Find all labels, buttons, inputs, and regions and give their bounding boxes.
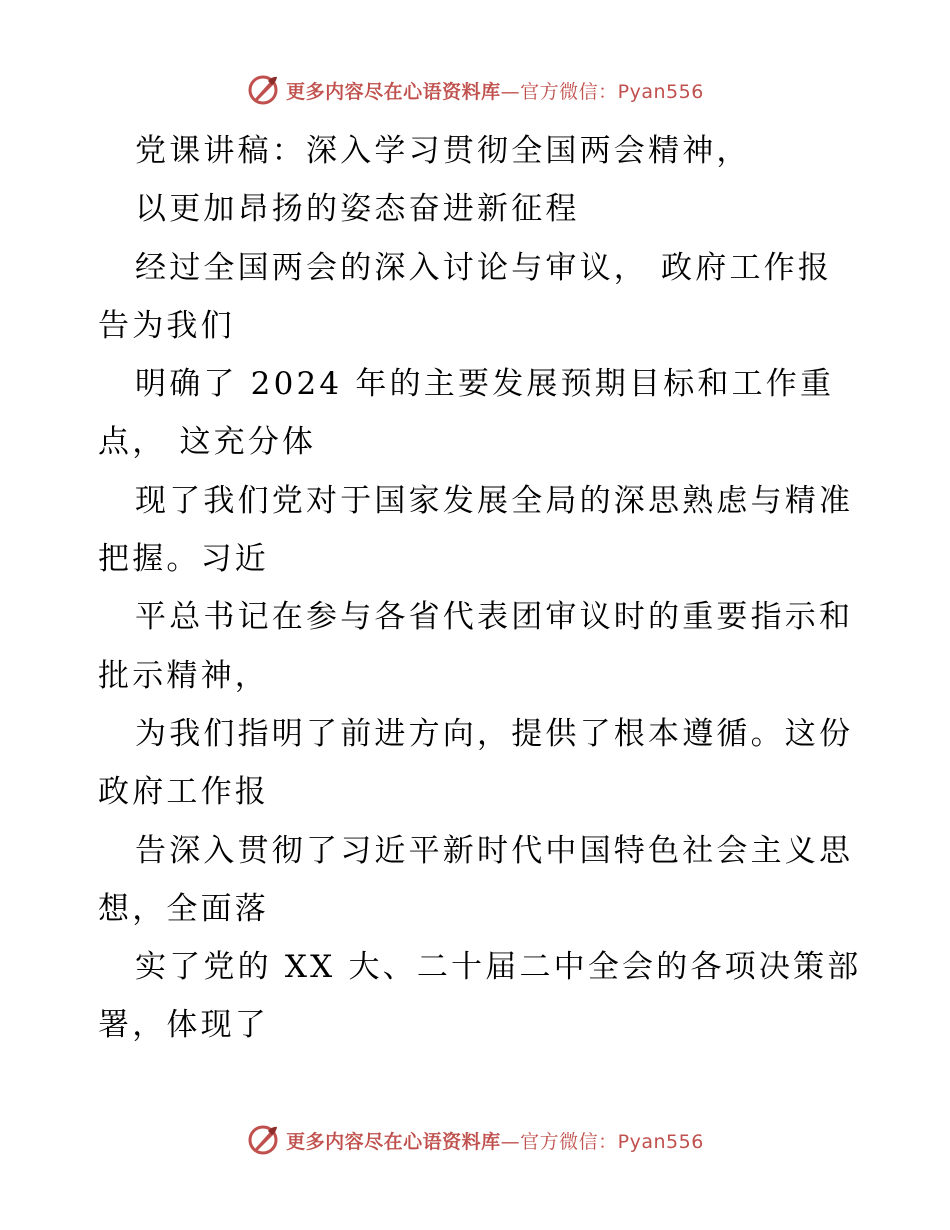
watermark-text	[286, 1127, 704, 1154]
body-line: 现了我们党对于国家发展全局的深思熟虑与精准	[135, 482, 854, 519]
body-line: 实了党的 XX 大、二十届二中全会的各项决策部	[135, 949, 862, 986]
watermark-separator: —	[500, 80, 521, 103]
body-line: 明确了 2024 年的主要发展预期目标和工作重	[135, 366, 835, 403]
body-line: 批示精神，	[98, 657, 269, 694]
body-line: 署，体现了	[98, 1007, 269, 1044]
body-line: 把握。习近	[98, 541, 269, 578]
body-line: 点， 这充分体	[98, 424, 317, 461]
footer-watermark	[0, 1120, 950, 1160]
body-line: 党课讲稿：深入学习贯彻全国两会精神，	[135, 133, 751, 169]
quill-logo-icon	[246, 1123, 280, 1157]
body-line: 以更加昂扬的姿态奋进新征程	[135, 191, 580, 228]
document-body	[98, 122, 862, 1055]
body-line: 经过全国两会的深入讨论与审议， 政府工作报	[135, 249, 833, 286]
body-line: 想，全面落	[98, 890, 269, 927]
watermark-wechat: 官方微信：Pyan556	[520, 1130, 704, 1153]
body-line: 告深入贯彻了习近平新时代中国特色社会主义思	[135, 832, 854, 869]
watermark-text	[286, 77, 704, 104]
body-line: 政府工作报	[98, 774, 269, 811]
watermark-title: 更多内容尽在心语资料库	[286, 80, 501, 103]
body-line: 平总书记在参与各省代表团审议时的重要指示和	[135, 599, 854, 636]
watermark-separator: —	[500, 1130, 521, 1153]
watermark-wechat: 官方微信：Pyan556	[520, 80, 704, 103]
body-line: 为我们指明了前进方向，提供了根本遵循。这份	[135, 715, 854, 752]
header-watermark	[0, 70, 950, 110]
body-line: 告为我们	[98, 307, 235, 344]
quill-logo-icon	[246, 73, 280, 107]
watermark-title: 更多内容尽在心语资料库	[286, 1130, 501, 1153]
